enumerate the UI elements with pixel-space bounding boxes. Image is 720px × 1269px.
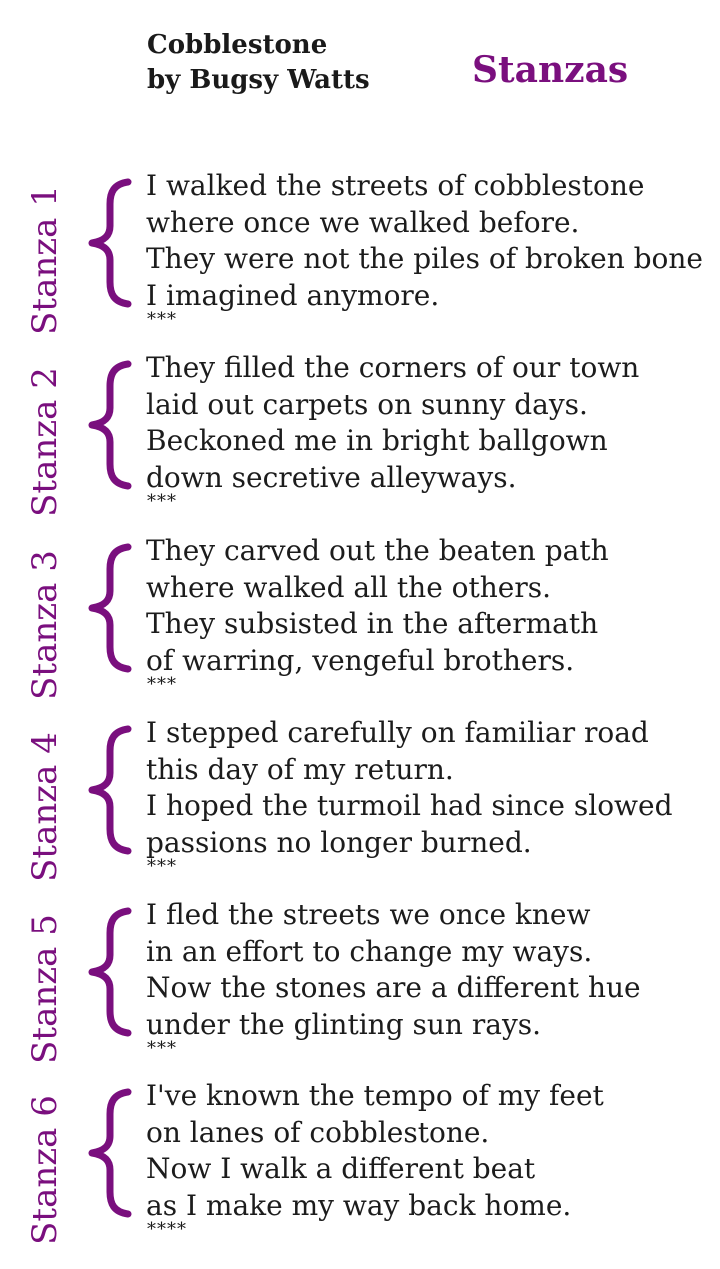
stanza-3 (0, 533, 720, 715)
stanza-1 (0, 168, 720, 350)
poem-line: I imagined anymore. (146, 278, 440, 312)
stanza-separator: *** (147, 674, 177, 695)
poem-line: I fled the streets we once knew (146, 898, 591, 931)
stanza-separator: *** (147, 309, 177, 330)
poem-line: as I make my way back home. (146, 1188, 572, 1222)
stanza-label: Stanza 5 (25, 914, 65, 1064)
stanza-6 (0, 1078, 720, 1260)
poem-line: Now the stones are a different hue (146, 971, 641, 1004)
curly-brace-icon (70, 725, 136, 855)
poem-line: I hoped the turmoil had since slowed (146, 789, 673, 822)
stanza-lines (146, 897, 641, 1043)
stanza-lines (146, 715, 673, 861)
poem-line: They carved out the beaten path (146, 534, 609, 567)
curly-brace-icon (70, 360, 136, 490)
stanza-2 (0, 350, 720, 532)
poem-line: under the glinting sun rays. (146, 1007, 542, 1041)
poem-line: on lanes of cobblestone. (146, 1115, 490, 1149)
title-line: Cobblestone (147, 30, 328, 60)
stanza-lines (146, 168, 703, 314)
poem-line: in an effort to change my ways. (146, 934, 593, 968)
stanza-separator: *** (147, 1038, 177, 1059)
stanza-5 (0, 897, 720, 1079)
poem-line: I walked the streets of cobblestone (146, 169, 645, 202)
poem-line: passions no longer burned. (146, 825, 532, 859)
stanza-separator: *** (147, 856, 177, 877)
poem-line: They filled the corners of our town (146, 351, 640, 384)
poem-line: where once we walked before. (146, 205, 580, 239)
poem-line: Beckoned me in bright ballgown (146, 424, 608, 457)
poem-line: where walked all the others. (146, 570, 552, 604)
stanza-lines (146, 350, 639, 496)
stanza-lines (146, 1078, 604, 1224)
stanza-separator: **** (147, 1219, 187, 1240)
poem-line: They were not the piles of broken bone (146, 242, 704, 275)
stanza-label: Stanza 3 (25, 550, 65, 700)
poem-line: laid out carpets on sunny days. (146, 387, 588, 421)
stanza-label: Stanza 2 (25, 367, 65, 517)
stanza-label: Stanza 4 (25, 732, 65, 882)
stanza-label: Stanza 1 (25, 185, 65, 335)
stanza-label: Stanza 6 (25, 1095, 65, 1245)
stanza-4 (0, 715, 720, 897)
stanzas-heading: Stanzas (472, 49, 629, 91)
stanza-separator: *** (147, 491, 177, 512)
author-line: by Bugsy Watts (147, 65, 370, 95)
poem-line: of warring, vengeful brothers. (146, 643, 575, 677)
poem-line: down secretive alleyways. (146, 460, 517, 494)
stanza-lines (146, 533, 609, 679)
poem-line: Now I walk a different beat (146, 1152, 536, 1185)
curly-brace-icon (70, 543, 136, 673)
curly-brace-icon (70, 178, 136, 308)
curly-brace-icon (70, 1088, 136, 1218)
poem-title (147, 28, 370, 98)
poem-line: I've known the tempo of my feet (146, 1079, 604, 1112)
poem-line: They subsisted in the aftermath (146, 607, 599, 640)
curly-brace-icon (70, 907, 136, 1037)
poem-line: I stepped carefully on familiar road (146, 716, 649, 749)
poem-line: this day of my return. (146, 752, 454, 786)
